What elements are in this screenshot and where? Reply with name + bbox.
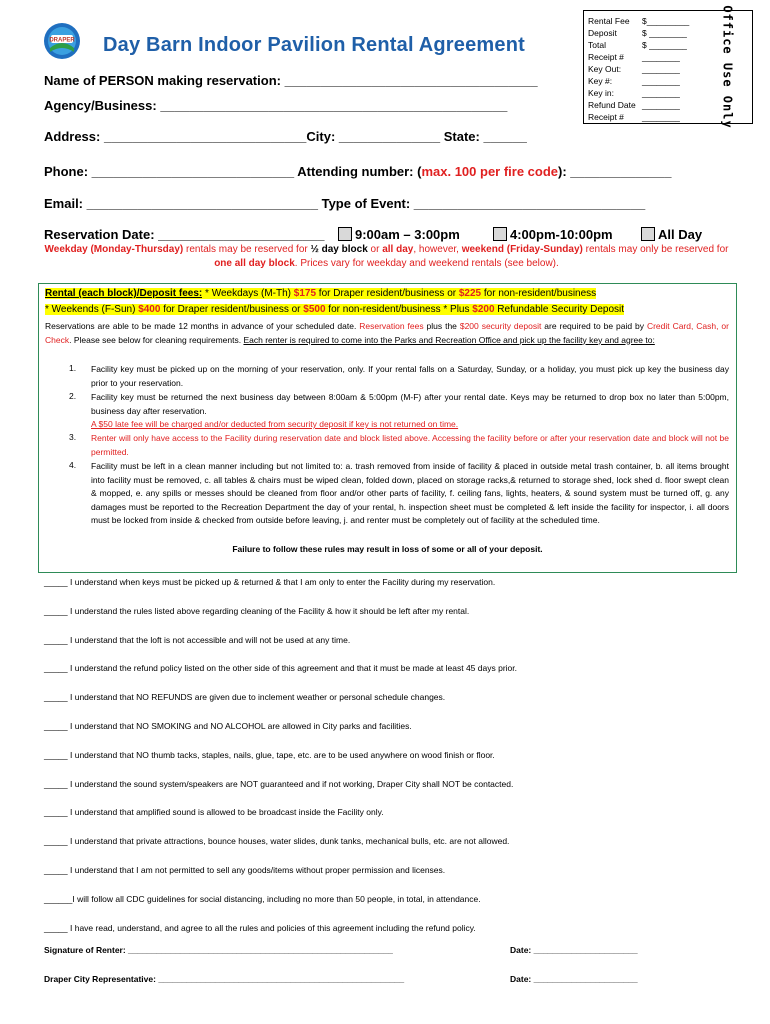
office-row-value[interactable]: $ ________ <box>642 28 687 38</box>
fees-weekday-price-resident: $175 <box>293 288 317 299</box>
fees-weekday-a: * Weekdays (M-Th) <box>202 288 294 299</box>
office-row <box>588 28 708 38</box>
acknowledgement-item[interactable]: _____ I understand the rules listed above regarding cleaning of the Facility & how it should be left after my rental. <box>44 605 470 616</box>
address-field[interactable]: Address: ____________________________City: ______________ State: ______ <box>44 129 527 144</box>
reservation-date-field[interactable]: Reservation Date: _______________________ <box>44 227 325 242</box>
fees-weekday-c: for non-resident/business <box>481 288 597 299</box>
rule-4-num: 4. <box>69 460 77 470</box>
fees-weekend-line <box>45 304 624 315</box>
rule-1-num: 1. <box>69 363 77 373</box>
rule-2: Facility key must be returned the next business day between 8:00am & 5:00pm (M-F) after your rental date. Keys may be returned to drop box no later than 5:00pm, business day after reservation. <box>91 392 729 416</box>
notice-one-block: one all day block <box>214 258 295 269</box>
res-pickup: Each renter is required to come into the Parks and Recreation Office and pick up the facility key and agree to: <box>243 334 655 345</box>
office-row-label: Receipt # <box>588 112 624 122</box>
all-day-label: All Day <box>658 227 703 242</box>
phone-end: ): ______________ <box>558 164 672 179</box>
office-row-value[interactable]: ________ <box>642 64 680 74</box>
acknowledgement-item[interactable]: _____ I understand that NO thumb tacks, staples, nails, glue, tape, etc. are to be used anywhere on wood finish or floor. <box>44 749 495 760</box>
office-row-label: Key #: <box>588 76 613 86</box>
agency-field[interactable]: Agency/Business: ________________________________________________ <box>44 98 508 113</box>
option-morning[interactable] <box>338 227 460 242</box>
res-fees: Reservation fees <box>359 321 424 331</box>
office-row-label: Total <box>588 40 606 50</box>
office-row-label: Key Out: <box>588 64 622 74</box>
res-text-a: Reservations are able to be made 12 months in advance of your scheduled date. <box>45 321 360 331</box>
office-row <box>588 100 708 110</box>
fees-weekend-price-nonresident: $500 <box>303 304 326 315</box>
office-row-label: Receipt # <box>588 52 624 62</box>
acknowledgement-item[interactable]: _____ I have read, understand, and agree to all the rules and policies of this agreement including the refund policy. <box>44 922 476 933</box>
office-row-value[interactable]: $ ________ <box>642 40 687 50</box>
acknowledgement-item[interactable]: _____ I understand that NO REFUNDS are given due to inclement weather or personal schedule changes. <box>44 692 446 703</box>
office-row-label: Refund Date <box>588 100 636 110</box>
fees-weekend-b: for Draper resident/business or <box>160 304 304 315</box>
res-deposit: $200 security deposit <box>459 321 542 331</box>
notice-or: or <box>367 244 383 255</box>
office-row <box>588 40 708 50</box>
fees-weekday-line <box>45 288 596 299</box>
res-text-e: are required to be paid by <box>541 321 647 331</box>
fees-weekend-a: * Weekends (F-Sun) <box>45 304 139 315</box>
office-row <box>588 88 708 98</box>
office-row-value[interactable]: $_________ <box>642 16 690 26</box>
res-text-c: plus the <box>423 321 460 331</box>
office-row-value[interactable]: ________ <box>642 100 680 110</box>
notice-however: , however, <box>413 244 462 255</box>
rule-1: Facility key must be picked up on the morning of your reservation, only. If your rental falls on a Saturday, Sunday, or a holiday, you must pick up key the business day prior to your reservation. <box>91 364 729 388</box>
office-use-box <box>583 5 753 129</box>
office-row <box>588 16 708 26</box>
acknowledgement-item[interactable]: _____ I understand the refund policy listed on the other side of this agreement and that it must be made at least 45 days prior. <box>44 663 517 674</box>
rule-2-late-fee: A $50 late fee will be charged and/or deducted from security deposit if key is not returned on time. <box>91 419 459 429</box>
office-row <box>588 64 708 74</box>
acknowledgement-item[interactable]: _____ I understand that NO SMOKING and NO ALCOHOL are allowed in City parks and facilities. <box>44 721 412 731</box>
phone-label: Phone: ____________________________ Attending number: ( <box>44 164 422 179</box>
option-all-day[interactable] <box>641 227 702 242</box>
res-text-g: . Please see below for cleaning requirements. <box>69 334 244 345</box>
rule-2-num: 2. <box>69 391 77 401</box>
failure-warning: Failure to follow these rules may result in loss of some or all of your deposit. <box>232 544 543 554</box>
fees-label: Rental (each block)/Deposit fees: <box>45 288 203 299</box>
office-row <box>588 76 708 86</box>
option-evening[interactable] <box>493 227 613 242</box>
notice-text-a: rentals may be reserved for <box>183 244 311 255</box>
renter-signature-field[interactable]: Signature of Renter: ________________________________________________________ <box>44 945 393 955</box>
phone-max-note: max. 100 per fire code <box>421 164 559 179</box>
office-row-label: Rental Fee <box>588 16 630 26</box>
office-row <box>588 52 708 62</box>
evening-checkbox[interactable] <box>493 227 507 241</box>
renter-date-field[interactable]: Date: ______________________ <box>510 945 638 955</box>
office-use-label: Office Use Only <box>721 5 735 129</box>
all-day-checkbox[interactable] <box>641 227 655 241</box>
acknowledgement-item[interactable]: _____ I understand the sound system/speakers are NOT guaranteed and if not working, Draper City shall NOT be contacted. <box>44 778 514 789</box>
acknowledgement-item[interactable]: _____ I understand that the loft is not accessible and will not be used at any time. <box>44 634 351 645</box>
evening-label: 4:00pm-10:00pm <box>510 227 613 242</box>
fees-weekday-b: for Draper resident/business or <box>316 288 459 299</box>
email-field[interactable]: Email: ________________________________ Type of Event: ________________________________ <box>44 196 646 211</box>
office-row-label: Key in: <box>588 88 614 98</box>
fees-deposit-price: $200 <box>472 304 495 315</box>
rule-4: Facility must be left in a clean manner including but not limited to: a. trash removed from inside of facility & placed in outside metal trash container, b. all items brought into facility must be removed, c. all tables & chairs must be wiped clean, folded down, placed on storage racks,& returned to storage shed, lock shed d. floor swept clean & mopped, e. any spills or messes should be cleaned from floor and/or other parts of facility, f. ceiling fans, lights, heaters, & sound system must be turned off, g. any damages must be reported to the Recreation Department the day of your rental, h. inspection sheet must be completed & left inside the facility for inspector, i. all doors must be locked from inside & checked from outside before leaving, j. and renter must be completely out of facility at the scheduled time. <box>91 461 729 526</box>
acknowledgement-item[interactable]: _____ I understand that I am not permitted to sell any goods/items without proper permission and licenses. <box>44 865 446 875</box>
fees-weekend-c: for non-resident/business * Plus <box>325 304 473 315</box>
acknowledgement-item[interactable]: _____ I understand that amplified sound is allowed to be broadcast inside the Facility only. <box>44 807 384 818</box>
rules-box <box>38 283 737 573</box>
name-field[interactable]: Name of PERSON making reservation: ___________________________________ <box>44 73 538 88</box>
fees-weekend-price-resident: $400 <box>138 304 161 315</box>
fees-weekend-d: Refundable Security Deposit <box>494 304 625 315</box>
office-row-value[interactable]: ________ <box>642 52 680 62</box>
rule-3: Renter will only have access to the Facility during reservation date and block listed above. Accessing the facility before or after your reservation date and block will not be permitted. <box>91 433 729 457</box>
notice-text-b: rentals may only be reserved for <box>582 244 729 255</box>
acknowledgement-item[interactable]: ______I will follow all CDC guidelines for social distancing, including no more than 50 people, in total, in attendance. <box>44 893 481 904</box>
notice-all-day: all day <box>382 244 414 255</box>
office-row-value[interactable]: ________ <box>642 76 680 86</box>
res-payment: Credit Card, Cash, or Check <box>45 321 729 345</box>
office-row <box>588 112 708 122</box>
fees-weekday-price-nonresident: $225 <box>458 288 482 299</box>
rep-signature-field[interactable]: Draper City Representative: ____________________________________________________ <box>44 974 405 984</box>
document-title: Day Barn Indoor Pavilion Rental Agreement <box>103 34 525 56</box>
notice-weekday: Weekday (Monday-Thursday) <box>44 244 184 255</box>
office-row-value[interactable]: ________ <box>642 88 680 98</box>
acknowledgement-item[interactable]: _____ I understand when keys must be picked up & returned & that I am only to enter the Facility during my reservation. <box>44 577 496 587</box>
rep-date-field[interactable]: Date: ______________________ <box>510 974 638 984</box>
reservation-paragraph <box>45 320 729 347</box>
logo-text: DRAPER <box>49 37 75 44</box>
morning-checkbox[interactable] <box>338 227 352 241</box>
draper-logo <box>42 18 82 64</box>
morning-label: 9:00am – 3:00pm <box>355 227 460 242</box>
notice-text-c: . Prices vary for weekday and weekend rentals (see below). <box>294 258 559 269</box>
office-row-value[interactable]: ________ <box>642 112 680 122</box>
notice-weekend: weekend (Friday-Sunday) <box>461 244 583 255</box>
acknowledgement-item[interactable]: _____ I understand that private attractions, bounce houses, water slides, dunk tanks, mechanical bulls, etc. are not allowed. <box>44 836 510 847</box>
notice-half-day: ½ day block <box>310 244 368 255</box>
block-notice <box>44 243 729 271</box>
phone-field[interactable] <box>44 164 672 179</box>
office-row-label: Deposit <box>588 28 617 38</box>
rule-3-num: 3. <box>69 432 77 442</box>
